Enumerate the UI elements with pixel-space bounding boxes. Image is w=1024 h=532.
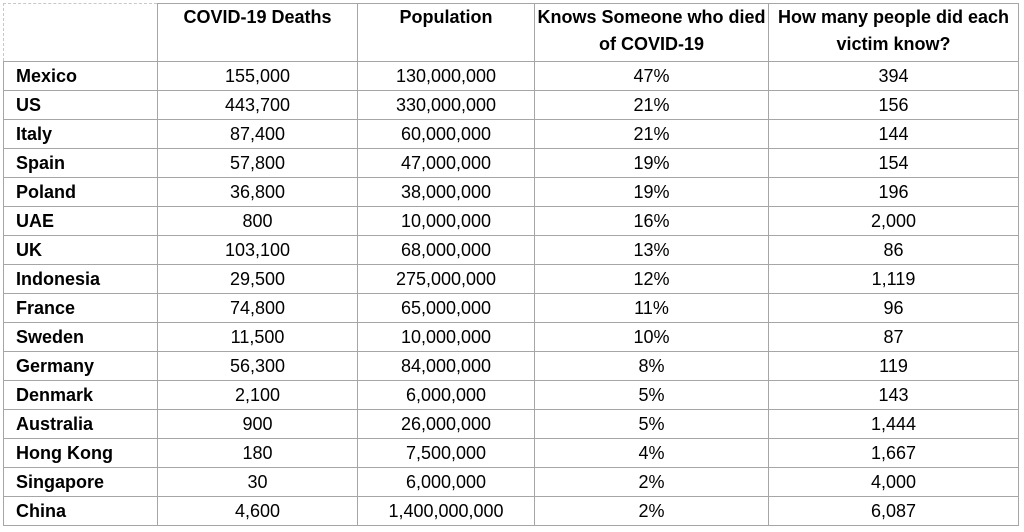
knows-someone-cell: 4% (535, 439, 769, 468)
population-cell: 38,000,000 (358, 178, 535, 207)
knows-someone-cell: 10% (535, 323, 769, 352)
deaths-cell: 900 (158, 410, 358, 439)
table-row (4, 178, 1019, 207)
knows-someone-cell: 12% (535, 265, 769, 294)
population-cell: 7,500,000 (358, 439, 535, 468)
knows-someone-cell: 19% (535, 149, 769, 178)
population-cell: 6,000,000 (358, 381, 535, 410)
people-known-cell: 6,087 (769, 497, 1019, 526)
people-known-cell: 156 (769, 91, 1019, 120)
knows-someone-cell: 5% (535, 381, 769, 410)
knows-someone-cell: 16% (535, 207, 769, 236)
people-known-cell: 87 (769, 323, 1019, 352)
population-cell: 10,000,000 (358, 323, 535, 352)
header-cell-corner (4, 4, 158, 62)
country-cell: Indonesia (4, 265, 158, 294)
population-cell: 65,000,000 (358, 294, 535, 323)
people-known-cell: 96 (769, 294, 1019, 323)
table-row (4, 62, 1019, 91)
people-known-cell: 1,119 (769, 265, 1019, 294)
table-row (4, 323, 1019, 352)
header-cell-knows-someone: Knows Someone who died of COVID-19 (535, 4, 769, 62)
country-cell: Mexico (4, 62, 158, 91)
deaths-cell: 800 (158, 207, 358, 236)
country-cell: Singapore (4, 468, 158, 497)
table-row (4, 149, 1019, 178)
deaths-cell: 11,500 (158, 323, 358, 352)
country-cell: Sweden (4, 323, 158, 352)
covid-deaths-table (3, 3, 1019, 526)
country-cell: UK (4, 236, 158, 265)
deaths-cell: 36,800 (158, 178, 358, 207)
country-cell: Australia (4, 410, 158, 439)
country-cell: US (4, 91, 158, 120)
population-cell: 6,000,000 (358, 468, 535, 497)
country-cell: Hong Kong (4, 439, 158, 468)
table-row (4, 468, 1019, 497)
knows-someone-cell: 21% (535, 91, 769, 120)
people-known-cell: 2,000 (769, 207, 1019, 236)
header-row (4, 4, 1019, 62)
country-cell: China (4, 497, 158, 526)
table-row (4, 120, 1019, 149)
deaths-cell: 103,100 (158, 236, 358, 265)
people-known-cell: 1,667 (769, 439, 1019, 468)
population-cell: 1,400,000,000 (358, 497, 535, 526)
population-cell: 275,000,000 (358, 265, 535, 294)
table-body (4, 62, 1019, 526)
people-known-cell: 154 (769, 149, 1019, 178)
table-row (4, 439, 1019, 468)
people-known-cell: 119 (769, 352, 1019, 381)
header-cell-population: Population (358, 4, 535, 62)
knows-someone-cell: 2% (535, 497, 769, 526)
knows-someone-cell: 2% (535, 468, 769, 497)
knows-someone-cell: 47% (535, 62, 769, 91)
table-row (4, 236, 1019, 265)
knows-someone-cell: 5% (535, 410, 769, 439)
deaths-cell: 2,100 (158, 381, 358, 410)
table-row (4, 497, 1019, 526)
population-cell: 330,000,000 (358, 91, 535, 120)
people-known-cell: 4,000 (769, 468, 1019, 497)
header-cell-deaths: COVID-19 Deaths (158, 4, 358, 62)
country-cell: Italy (4, 120, 158, 149)
knows-someone-cell: 8% (535, 352, 769, 381)
deaths-cell: 56,300 (158, 352, 358, 381)
population-cell: 10,000,000 (358, 207, 535, 236)
deaths-cell: 87,400 (158, 120, 358, 149)
country-cell: Poland (4, 178, 158, 207)
deaths-cell: 30 (158, 468, 358, 497)
deaths-cell: 155,000 (158, 62, 358, 91)
country-cell: France (4, 294, 158, 323)
deaths-cell: 4,600 (158, 497, 358, 526)
population-cell: 47,000,000 (358, 149, 535, 178)
table-row (4, 294, 1019, 323)
deaths-cell: 57,800 (158, 149, 358, 178)
people-known-cell: 143 (769, 381, 1019, 410)
country-cell: Denmark (4, 381, 158, 410)
country-cell: UAE (4, 207, 158, 236)
table-row (4, 91, 1019, 120)
population-cell: 60,000,000 (358, 120, 535, 149)
header-cell-people-known: How many people did each victim know? (769, 4, 1019, 62)
table-row (4, 381, 1019, 410)
people-known-cell: 196 (769, 178, 1019, 207)
deaths-cell: 180 (158, 439, 358, 468)
table-row (4, 207, 1019, 236)
knows-someone-cell: 21% (535, 120, 769, 149)
population-cell: 84,000,000 (358, 352, 535, 381)
table-row (4, 352, 1019, 381)
knows-someone-cell: 13% (535, 236, 769, 265)
table-row (4, 265, 1019, 294)
country-cell: Germany (4, 352, 158, 381)
country-cell: Spain (4, 149, 158, 178)
deaths-cell: 443,700 (158, 91, 358, 120)
table-row (4, 410, 1019, 439)
population-cell: 68,000,000 (358, 236, 535, 265)
deaths-cell: 29,500 (158, 265, 358, 294)
population-cell: 130,000,000 (358, 62, 535, 91)
people-known-cell: 1,444 (769, 410, 1019, 439)
knows-someone-cell: 11% (535, 294, 769, 323)
people-known-cell: 144 (769, 120, 1019, 149)
population-cell: 26,000,000 (358, 410, 535, 439)
deaths-cell: 74,800 (158, 294, 358, 323)
people-known-cell: 394 (769, 62, 1019, 91)
knows-someone-cell: 19% (535, 178, 769, 207)
people-known-cell: 86 (769, 236, 1019, 265)
